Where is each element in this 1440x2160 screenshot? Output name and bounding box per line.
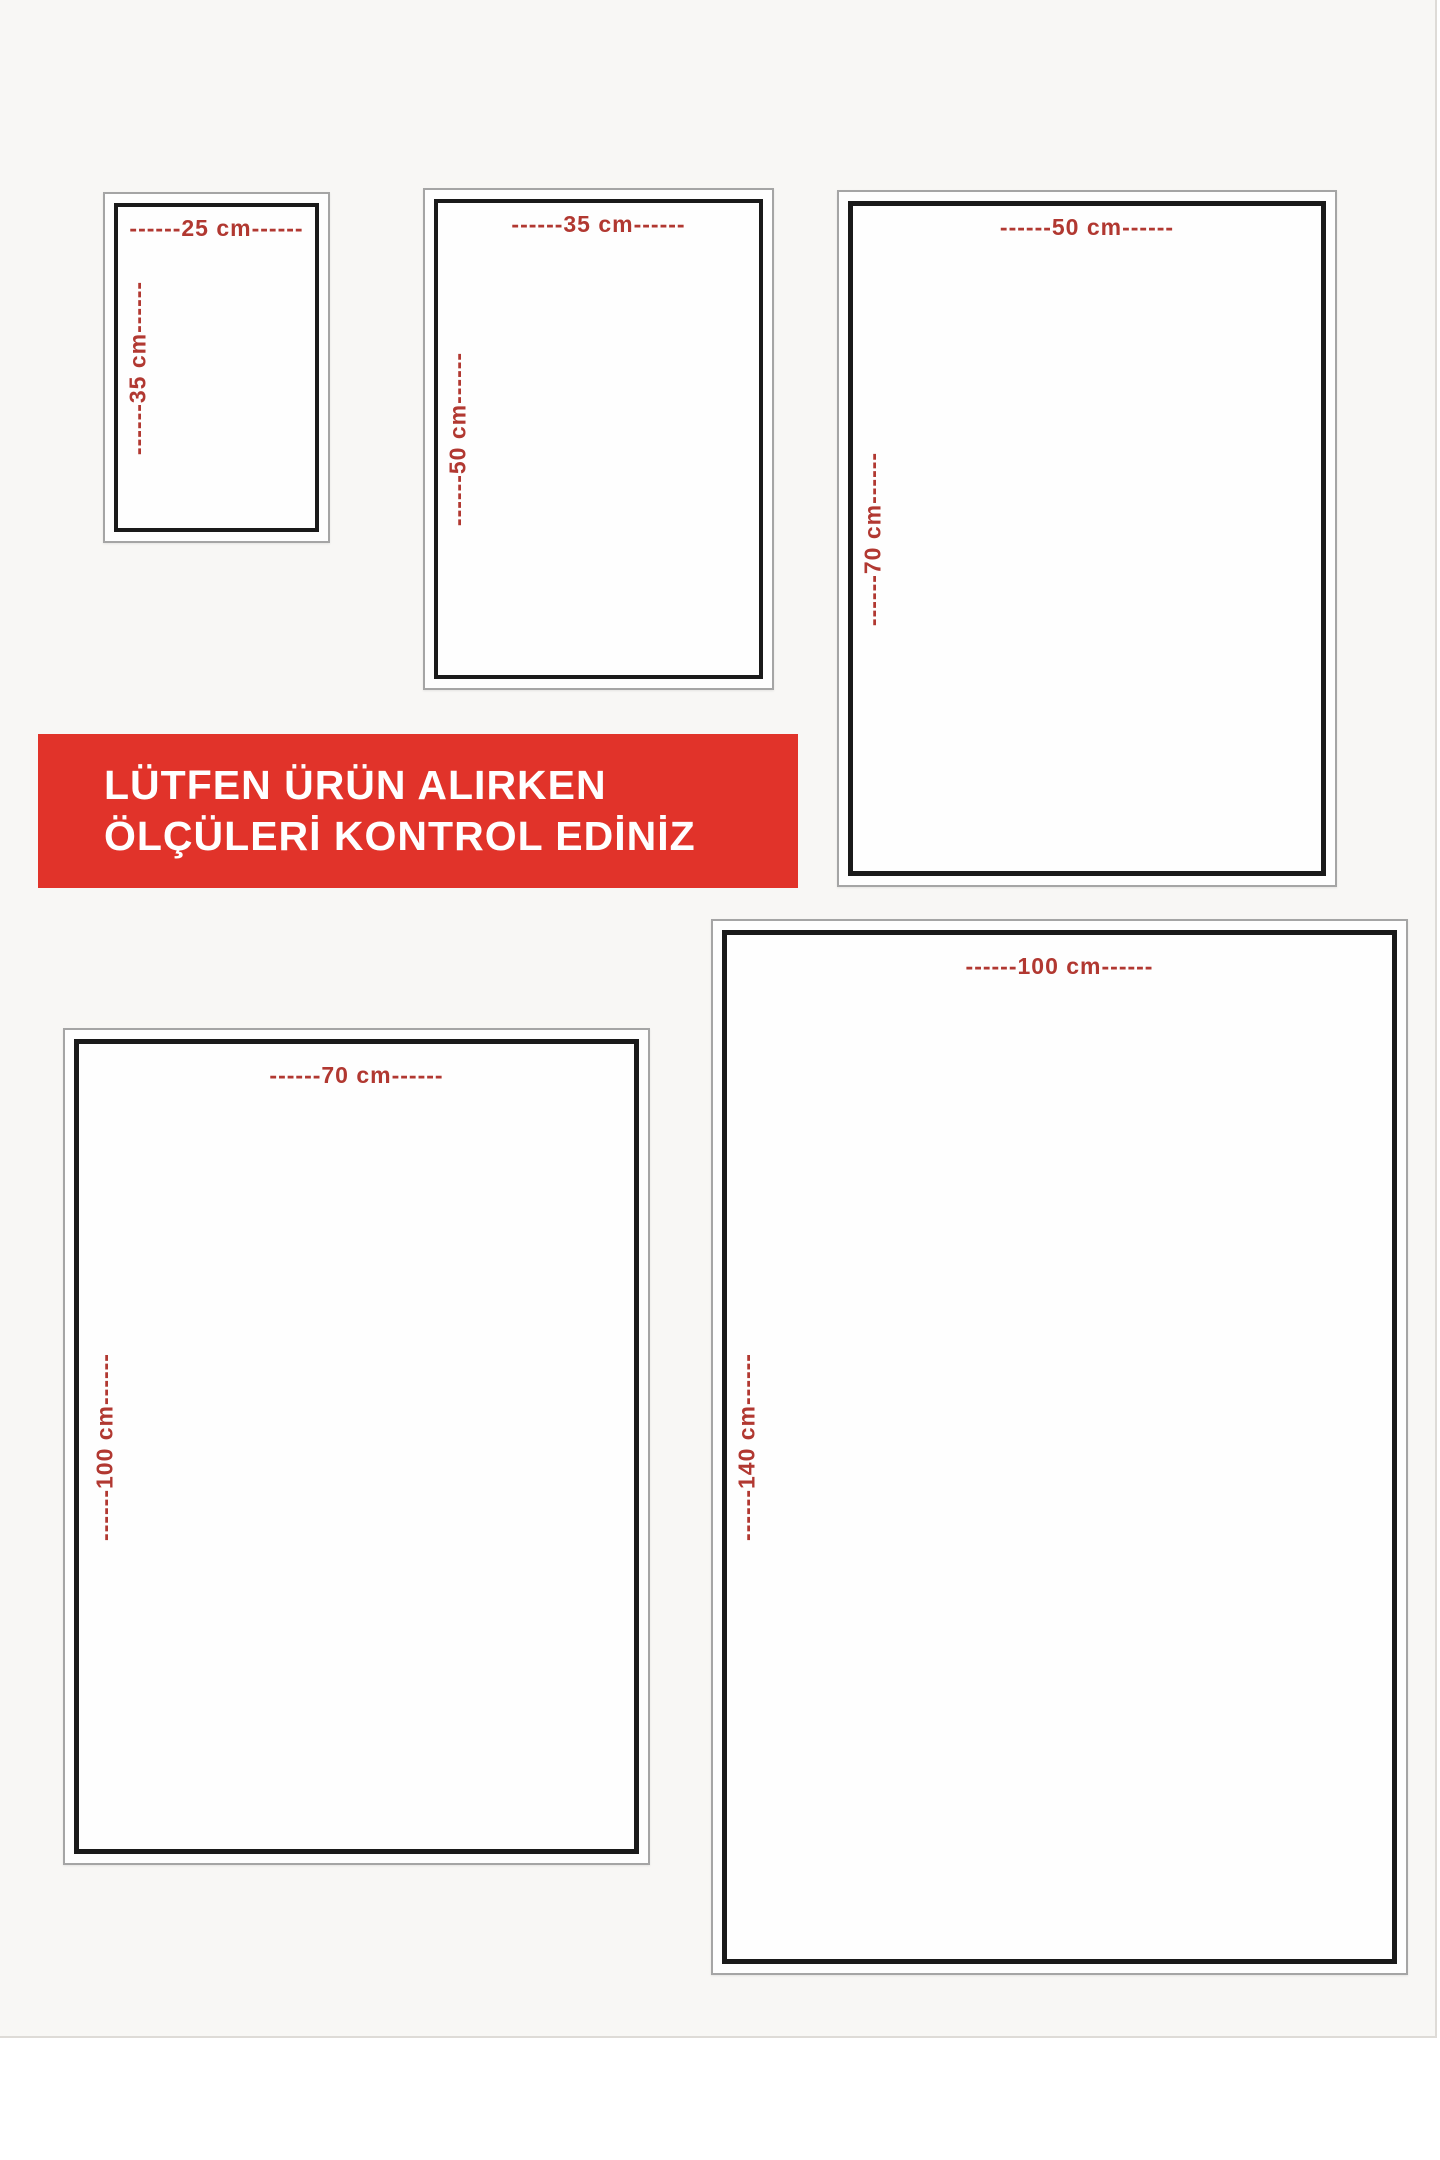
width-label-70cm: ------70 cm------	[269, 1062, 444, 1088]
size-box-50x70-border	[848, 201, 1326, 876]
size-box-70x100-border	[74, 1039, 639, 1854]
height-label-50cm: ------50 cm------	[444, 351, 471, 527]
size-box-100x140	[711, 919, 1408, 1975]
width-label-100cm: ------100 cm------	[965, 953, 1154, 979]
size-box-35x50-border	[434, 199, 763, 679]
size-box-50x70	[837, 190, 1337, 887]
height-label-35cm: ------35 cm------	[124, 280, 151, 455]
size-box-25x35	[103, 192, 330, 543]
notice-banner-line1: LÜTFEN ÜRÜN ALIRKEN	[104, 762, 607, 808]
size-box-70x100	[63, 1028, 650, 1865]
size-box-25x35-border	[114, 203, 319, 532]
notice-banner-line2: ÖLÇÜLERİ KONTROL EDİNİZ	[104, 813, 696, 859]
height-label-140cm: ------140 cm------	[733, 1353, 760, 1541]
height-label-100cm: ------100 cm------	[91, 1352, 118, 1541]
notice-banner	[38, 734, 798, 888]
width-label-35cm: ------35 cm------	[511, 211, 686, 237]
size-box-100x140-border	[722, 930, 1397, 1964]
height-label-70cm: ------70 cm------	[859, 451, 886, 626]
size-box-35x50	[423, 188, 774, 690]
width-label-25cm: ------25 cm------	[129, 215, 304, 241]
width-label-50cm: ------50 cm------	[999, 214, 1175, 240]
